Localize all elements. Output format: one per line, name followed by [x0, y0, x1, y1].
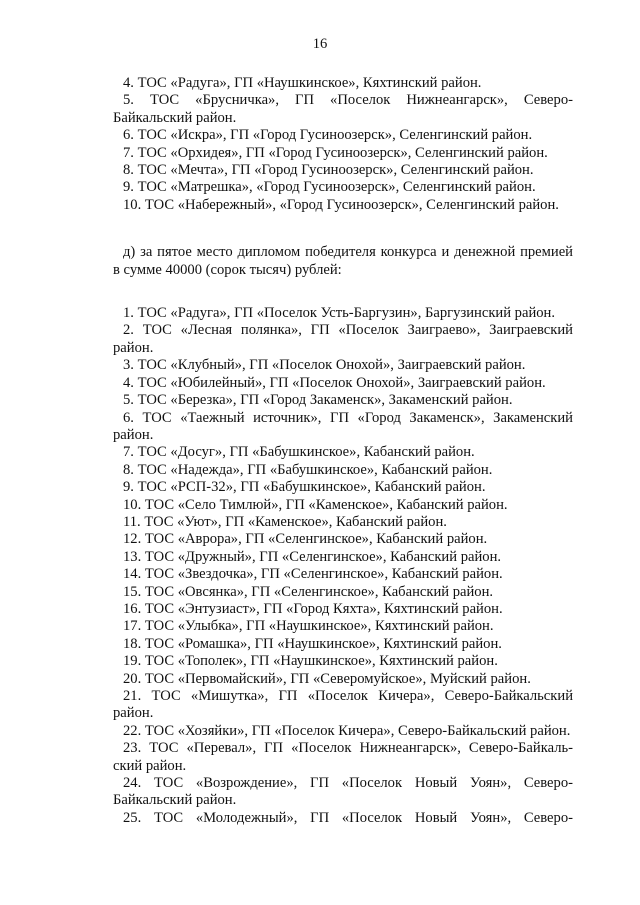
list-item: 3. ТОС «Клубный», ГП «Поселок Онохой», Заиграевский район. [123, 357, 526, 374]
list-item: 9. ТОС «РСП-32», ГП «Бабушкинское», Кабанский район. [123, 479, 486, 496]
list-item: 6. ТОС «Таежный источник», ГП «Город Закаменск», Закаменский район. [113, 409, 573, 443]
list-item: 9. ТОС «Матрешка», «Город Гусиноозерск», Селенгинский район. [123, 179, 536, 196]
list-item: 25. ТОС «Молодежный», ГП «Поселок Новый Уоян», Северо- [123, 809, 573, 826]
list-item: 4. ТОС «Юбилейный», ГП «Поселок Онохой», Заиграевский район. [123, 374, 546, 391]
list-item: 6. ТОС «Искра», ГП «Город Гусиноозерск», Селенгинский район. [123, 127, 533, 144]
list-item: 8. ТОС «Мечта», ГП «Город Гусиноозерск», Селенгинский район. [123, 162, 534, 179]
list-item: 10. ТОС «Село Тимлюй», ГП «Каменское», Кабанский район. [123, 496, 508, 513]
section-heading-d: д) за пятое место дипломом победителя конкурса и денежной премией в сумме 40000 (сорок тысяч) рублей: [113, 244, 573, 278]
list-item: 21. ТОС «Мишутка», ГП «Поселок Кичера», Северо-Байкальский район. [113, 688, 573, 722]
list-item: 16. ТОС «Энтузиаст», ГП «Город Кяхта», Кяхтинский район. [123, 600, 503, 617]
list-item: 2. ТОС «Лесная полянка», ГП «Поселок Заиграево», Заиграевский район. [113, 322, 573, 356]
list-item: 19. ТОС «Тополек», ГП «Наушкинское», Кяхтинский район. [123, 653, 498, 670]
list-item: 7. ТОС «Досуг», ГП «Бабушкинское», Кабанский район. [123, 444, 475, 461]
list-item: 10. ТОС «Набережный», «Город Гусиноозерск», Селенгинский район. [123, 196, 559, 213]
list-a [113, 75, 573, 827]
list-item: 11. ТОС «Уют», ГП «Каменское», Кабанский район. [123, 513, 447, 530]
list-item: 7. ТОС «Орхидея», ГП «Город Гусиноозерск», Селенгинский район. [123, 144, 548, 161]
list-item: 5. ТОС «Брусничка», ГП «Поселок Нижнеангарск», Северо-Байкальский район. [113, 92, 573, 126]
list-item: 24. ТОС «Возрождение», ГП «Поселок Новый Уоян», Северо-Байкальский район. [113, 775, 573, 809]
list-item: 13. ТОС «Дружный», ГП «Селенгинское», Кабанский район. [123, 548, 502, 565]
list-item: 20. ТОС «Первомайский», ГП «Северомуйское», Муйский район. [123, 670, 531, 687]
list-item: 14. ТОС «Звездочка», ГП «Селенгинское», Кабанский район. [123, 566, 503, 583]
page-number: 16 [312, 36, 328, 52]
list-item: 5. ТОС «Березка», ГП «Город Закаменск», Закаменский район. [123, 392, 513, 409]
list-item: 17. ТОС «Улыбка», ГП «Наушкинское», Кяхтинский район. [123, 618, 494, 635]
list-item: 4. ТОС «Радуга», ГП «Наушкинское», Кяхтинский район. [123, 75, 482, 91]
list-item: 18. ТОС «Ромашка», ГП «Наушкинское», Кяхтинский район. [123, 635, 502, 652]
list-item: 8. ТОС «Надежда», ГП «Бабушкинское», Кабанский район. [123, 461, 493, 478]
list-item: 23. ТОС «Перевал», ГП «Поселок Нижнеангарск», Северо-Байкаль-ский район. [113, 740, 573, 774]
list-item: 1. ТОС «Радуга», ГП «Поселок Усть-Баргузин», Баргузинский район. [123, 305, 556, 322]
list-item: 12. ТОС «Аврора», ГП «Селенгинское», Кабанский район. [123, 531, 488, 548]
list-item: 22. ТОС «Хозяйки», ГП «Поселок Кичера», Северо-Байкальский район. [123, 722, 571, 739]
list-item: 15. ТОС «Овсянка», ГП «Селенгинское», Кабанский район. [123, 583, 494, 600]
